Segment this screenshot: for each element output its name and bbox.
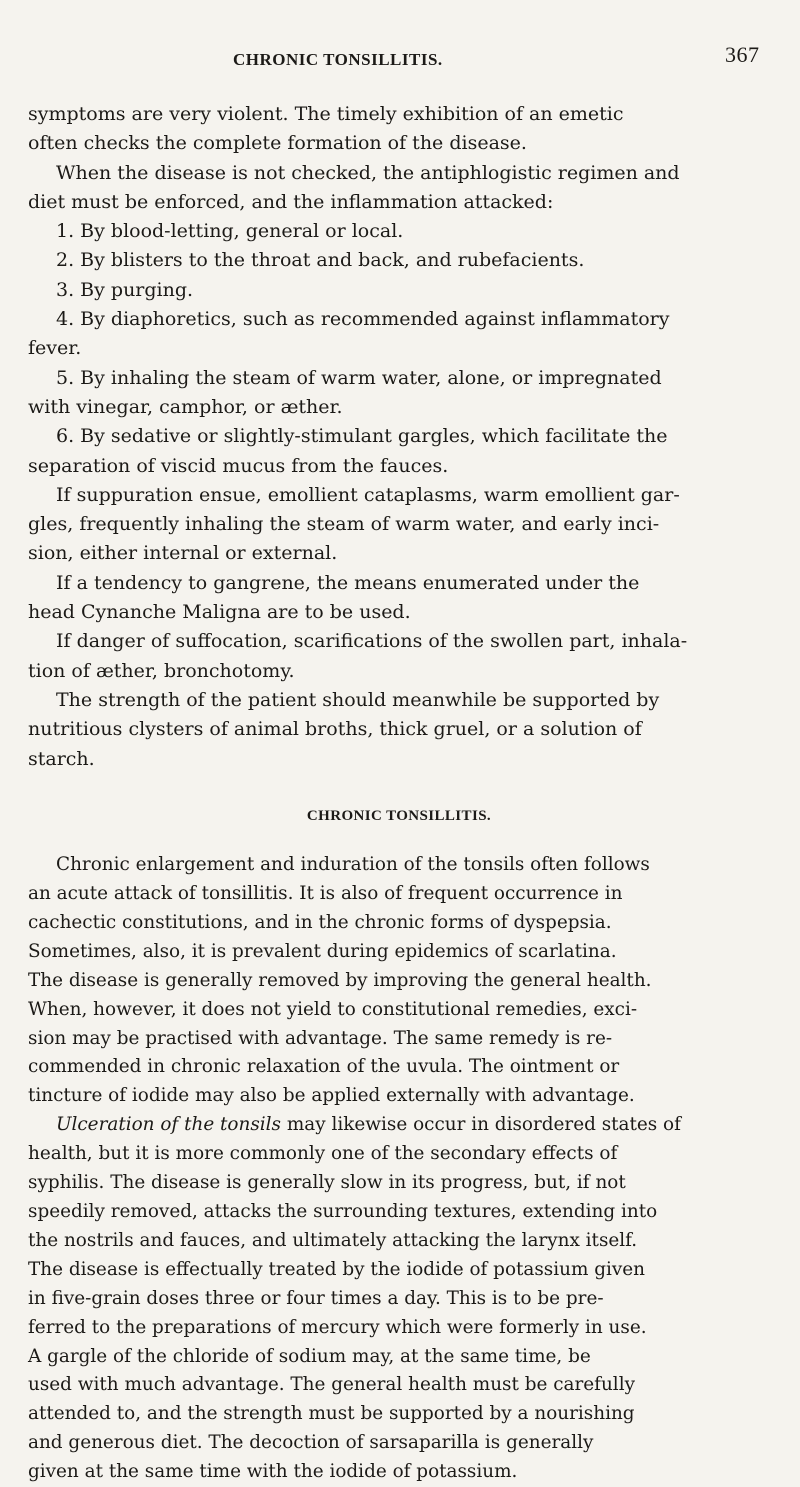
line-text: cachectic constitutions, and in the chronic forms of dyspepsia. — [28, 911, 612, 933]
text-line — [28, 1256, 770, 1285]
text-line — [28, 129, 770, 158]
page-number: 367 — [725, 42, 760, 67]
line-text: If danger of suffocation, scarifications of the swollen part, inhala- — [56, 630, 688, 653]
text-line — [28, 851, 770, 880]
line-text: with vinegar, camphor, or æther. — [28, 395, 343, 418]
italic-phrase: Ulceration of the tonsils — [56, 1114, 281, 1136]
text-line — [28, 657, 770, 686]
line-text: attended to, and the strength must be supported by a nourishing — [28, 1403, 635, 1425]
line-text: tincture of iodide may also be applied externally with advantage. — [28, 1085, 635, 1107]
line-text: The disease is effectually treated by the iodide of potassium given — [28, 1258, 646, 1280]
text-line — [28, 909, 770, 938]
body-text — [28, 100, 770, 1487]
line-text: A gargle of the chloride of sodium may, at the same time, be — [28, 1345, 591, 1367]
text-line — [28, 539, 770, 568]
line-text: 6. By sedative or slightly-stimulant gargles, which facilitate the — [56, 425, 668, 448]
text-line — [28, 393, 770, 422]
line-text: head Cynanche Maligna are to be used. — [28, 601, 411, 624]
text-line — [28, 1400, 770, 1429]
line-text: starch. — [28, 747, 95, 770]
text-line — [28, 1140, 770, 1169]
text-line — [28, 452, 770, 481]
text-line — [28, 598, 770, 627]
text-line — [28, 1025, 770, 1054]
text-line — [28, 1458, 770, 1487]
line-text: The strength of the patient should meanwhile be supported by — [56, 688, 660, 711]
line-text: nutritious clysters of animal broths, thick gruel, or a solution of — [28, 718, 642, 741]
text-line — [28, 217, 770, 246]
text-line — [28, 422, 770, 451]
section-two-text — [28, 851, 770, 1487]
text-line — [28, 1198, 770, 1227]
text-line — [28, 305, 770, 334]
text-line — [28, 510, 770, 539]
running-title: CHRONIC TONSILLITIS. — [233, 50, 443, 69]
text-line — [28, 1227, 770, 1256]
line-text: diet must be enforced, and the inflammation attacked: — [28, 190, 554, 213]
section-one-text — [28, 100, 770, 774]
line-text: may likewise occur in disordered states of — [281, 1114, 681, 1136]
text-line — [28, 996, 770, 1025]
text-line — [28, 188, 770, 217]
line-text: If a tendency to gangrene, the means enumerated under the — [56, 571, 640, 594]
section-heading: CHRONIC TONSILLITIS. — [306, 807, 492, 824]
text-line — [28, 1314, 770, 1343]
text-line — [28, 246, 770, 275]
line-text: When, however, it does not yield to constitutional remedies, exci- — [28, 998, 638, 1020]
line-text: 1. By blood-letting, general or local. — [56, 220, 404, 243]
line-text: fever. — [28, 337, 82, 360]
line-text: health, but it is more commonly one of the secondary effects of — [28, 1143, 618, 1165]
line-text: 2. By blisters to the throat and back, and rubefacients. — [56, 249, 585, 272]
text-line — [28, 1111, 770, 1140]
line-text: and generous diet. The decoction of sarsaparilla is generally — [28, 1432, 594, 1454]
line-text: ferred to the preparations of mercury which were formerly in use. — [28, 1316, 647, 1338]
text-line — [28, 1429, 770, 1458]
text-line — [28, 938, 770, 967]
text-line — [28, 880, 770, 909]
line-text: speedily removed, attacks the surrounding textures, extending into — [28, 1201, 658, 1222]
line-text: symptoms are very violent. The timely exhibition of an emetic — [28, 103, 624, 125]
line-text: Chronic enlargement and induration of the tonsils often follows — [56, 854, 650, 876]
text-line — [28, 715, 770, 744]
line-text: often checks the complete formation of the disease. — [28, 132, 527, 155]
line-text: 5. By inhaling the steam of warm water, alone, or impregnated — [56, 366, 662, 389]
line-text: The disease is generally removed by improving the general health. — [28, 969, 652, 991]
text-line — [28, 967, 770, 996]
text-line — [28, 1053, 770, 1082]
line-text: commended in chronic relaxation of the uvula. The ointment or — [28, 1056, 620, 1078]
line-text: in five-grain doses three or four times a day. This is to be pre- — [28, 1287, 604, 1309]
line-text: sion, either internal or external. — [28, 542, 338, 565]
line-text: Sometimes, also, it is prevalent during epidemics of scarlatina. — [28, 940, 617, 962]
text-line — [28, 1169, 770, 1198]
line-text: given at the same time with the iodide of potassium. — [28, 1461, 518, 1483]
line-text: separation of viscid mucus from the fauces. — [28, 454, 449, 477]
text-line — [28, 627, 770, 656]
text-line — [28, 745, 770, 774]
line-text: When the disease is not checked, the antiphlogistic regimen and — [56, 161, 680, 184]
text-line — [28, 686, 770, 715]
line-text: syphilis. The disease is generally slow in its progress, but, if not — [28, 1172, 626, 1194]
text-line — [28, 364, 770, 393]
line-text: gles, frequently inhaling the steam of warm water, and early inci- — [28, 513, 660, 536]
line-text: 4. By diaphoretics, such as recommended against inflammatory — [56, 308, 670, 331]
line-text: used with much advantage. The general health must be carefully — [28, 1374, 635, 1396]
text-line — [28, 100, 770, 129]
text-line — [28, 1285, 770, 1314]
line-text: 3. By purging. — [56, 278, 194, 301]
text-line — [28, 276, 770, 305]
line-text: sion may be practised with advantage. The same remedy is re- — [28, 1027, 613, 1049]
text-line — [28, 159, 770, 188]
text-line — [28, 481, 770, 510]
text-line — [28, 569, 770, 598]
line-text: the nostrils and fauces, and ultimately attacking the larynx itself. — [28, 1229, 638, 1251]
text-line — [28, 334, 770, 363]
text-line — [28, 1343, 770, 1372]
line-text: an acute attack of tonsillitis. It is also of frequent occurrence in — [28, 883, 623, 905]
text-line — [28, 1082, 770, 1111]
text-line — [28, 1371, 770, 1400]
line-text: If suppuration ensue, emollient cataplasms, warm emollient gar- — [56, 483, 680, 506]
line-text: tion of æther, bronchotomy. — [28, 659, 295, 682]
